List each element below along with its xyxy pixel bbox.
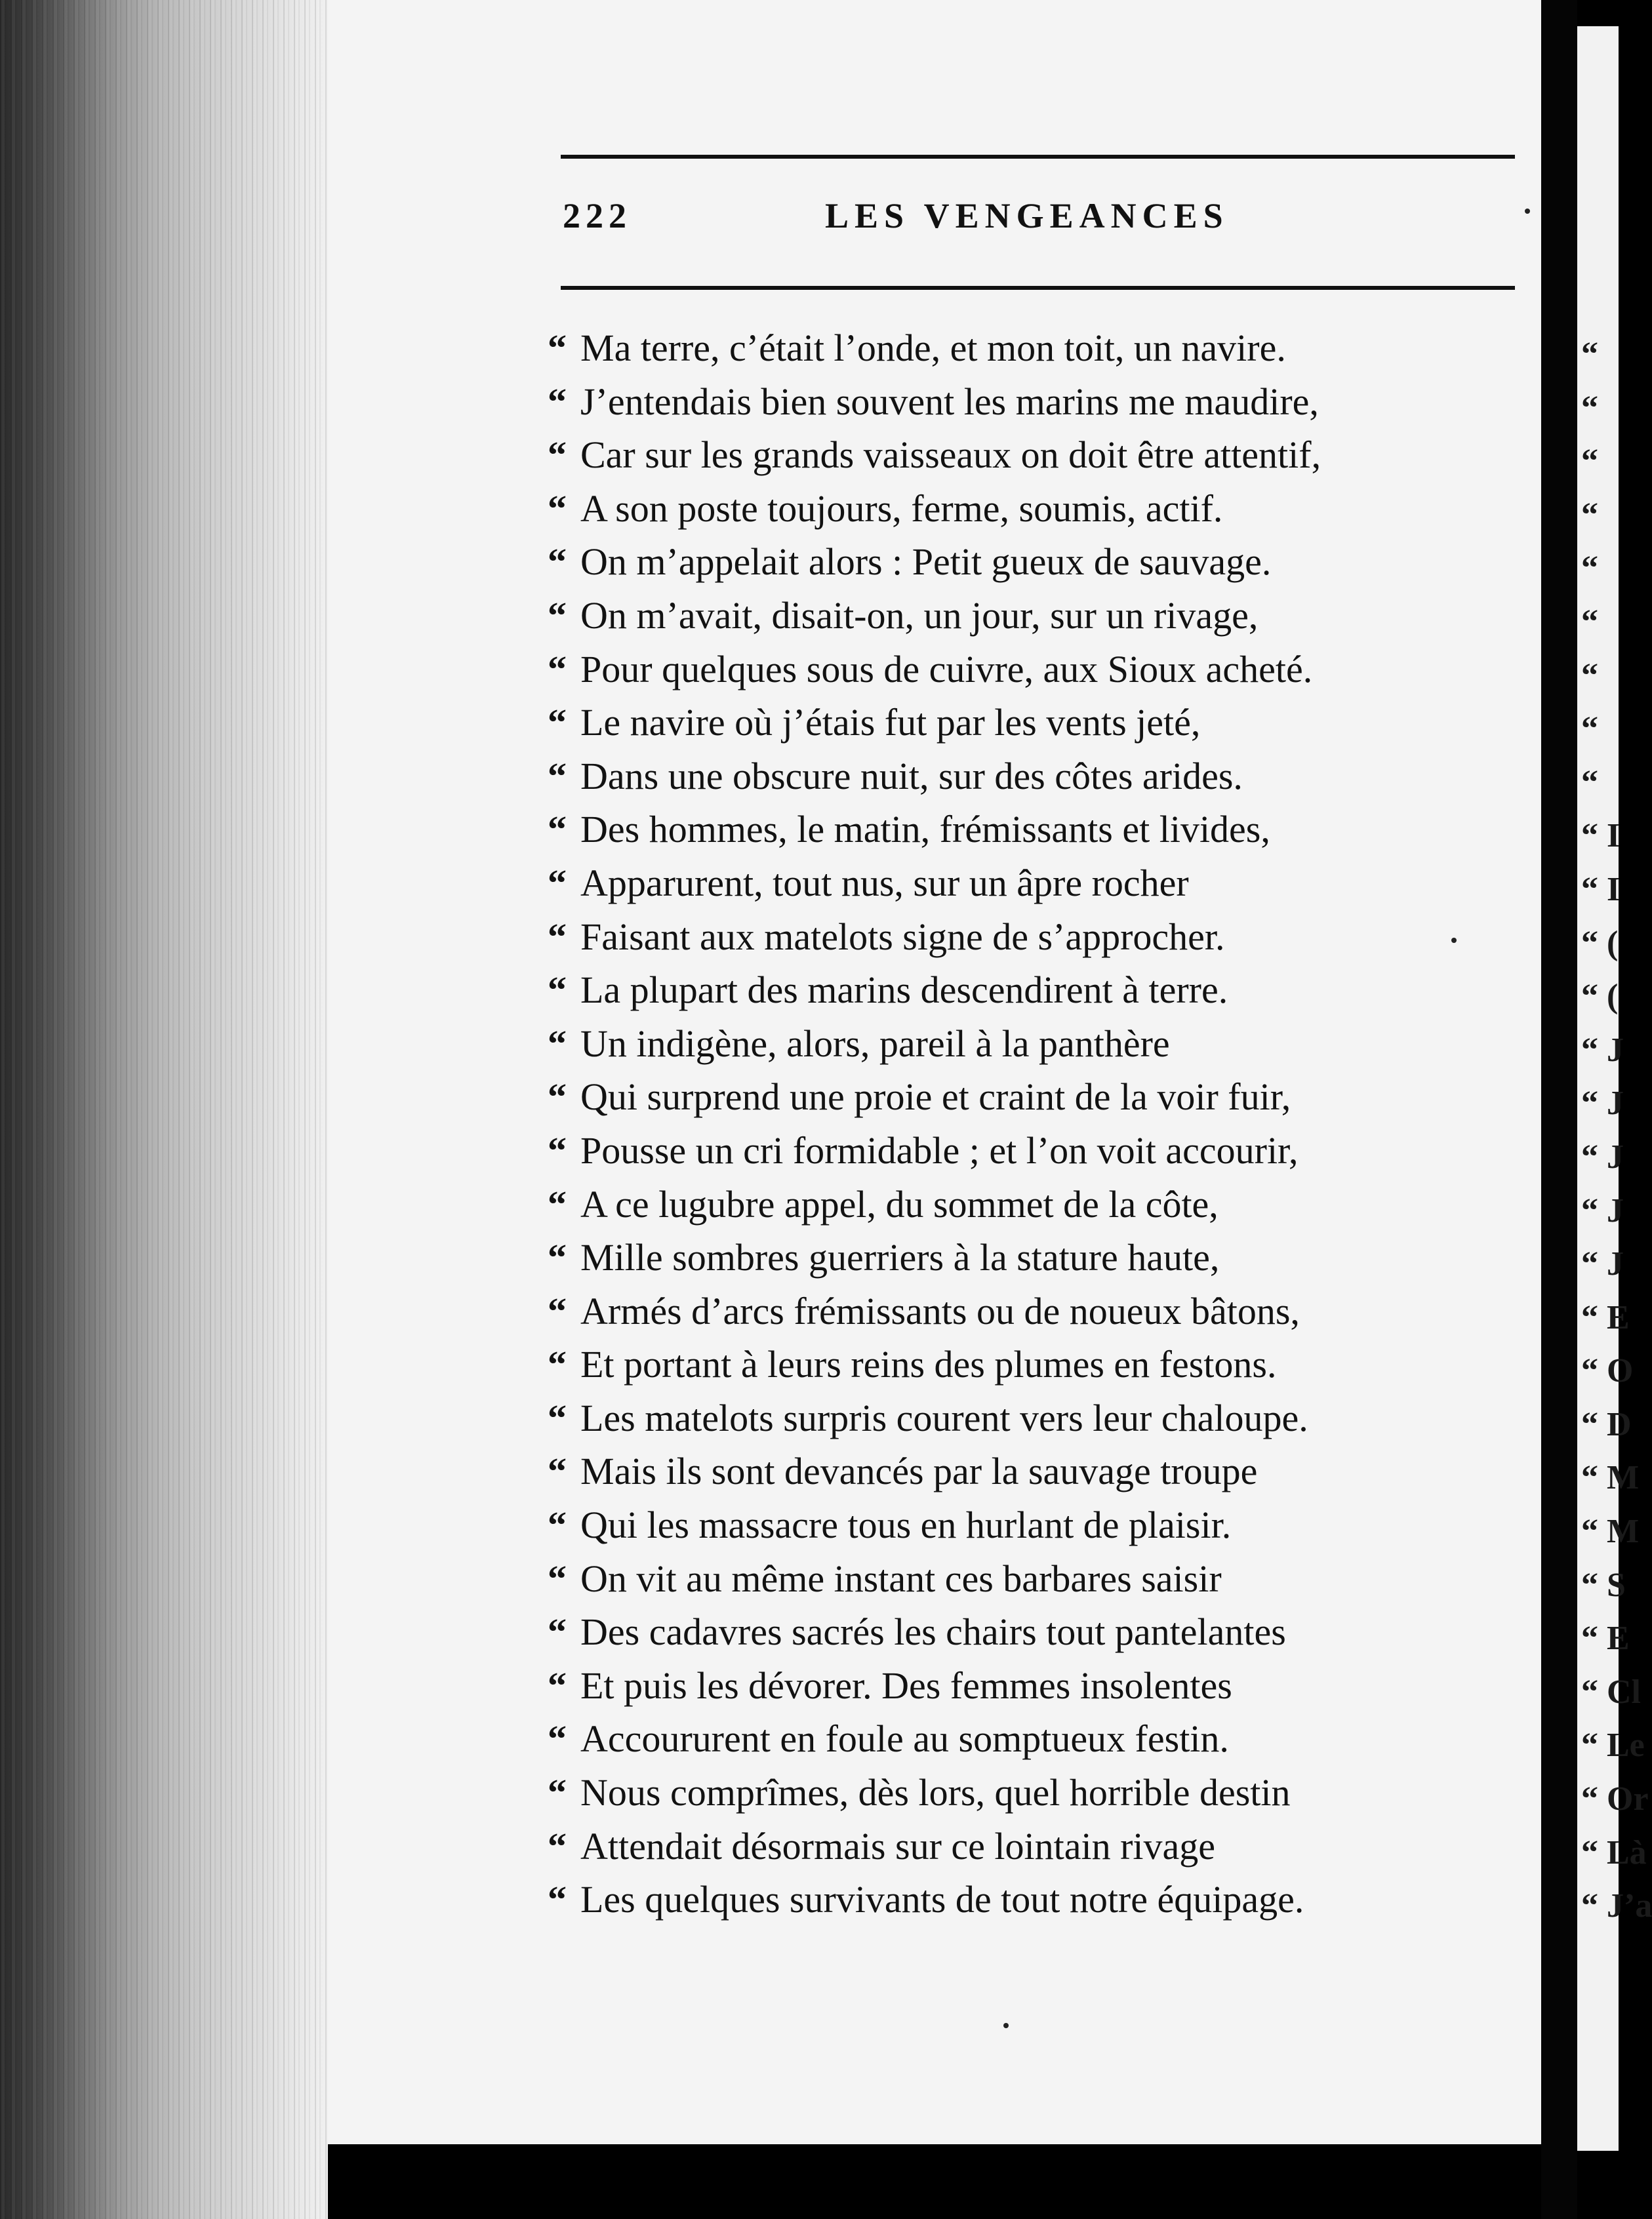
poem-line-text: Qui les massacre tous en hurlant de plaisir. [580, 1504, 1232, 1547]
poem-line [548, 375, 1492, 429]
poem-line-text: Un indigène, alors, pareil à la panthère [580, 1022, 1170, 1065]
poem-line [548, 1124, 1492, 1178]
facing-line-start: “ [1581, 603, 1598, 641]
facing-line-start: “ [1581, 656, 1598, 694]
poem-line-text: Le navire où j’étais fut par les vents jeté, [580, 701, 1201, 744]
facing-line-start: “ D [1581, 1405, 1632, 1443]
poem-line-text: Nous comprîmes, dès lors, quel horrible destin [580, 1771, 1291, 1814]
poem-line-text: Car sur les grands vaisseaux on doit être attentif, [580, 433, 1321, 477]
poem-line-text: J’entendais bien souvent les marins me maudire, [580, 380, 1319, 423]
facing-line-start: “ J [1581, 1031, 1624, 1069]
poem-line-text: Mais ils sont devancés par la sauvage troupe [580, 1450, 1258, 1493]
facing-line-start: “ [1581, 389, 1598, 427]
poem-line-text: Mille sombres guerriers à la stature haute, [580, 1236, 1220, 1279]
poem-line-text: Des cadavres sacrés les chairs tout pantelantes [580, 1610, 1286, 1654]
poem-line [548, 535, 1492, 589]
facing-line-start: “ I [1581, 817, 1621, 855]
poem-line-text: Qui surprend une proie et craint de la voir fuir, [580, 1075, 1291, 1119]
poem-line [548, 1605, 1492, 1659]
poem-line [548, 1820, 1492, 1873]
opening-quote-mark: “ [548, 1075, 567, 1119]
opening-quote-mark: “ [548, 1182, 567, 1226]
poem-line [548, 589, 1492, 643]
poem-line [548, 1552, 1492, 1606]
poem-line [548, 321, 1492, 375]
facing-line-start: “ [1581, 443, 1598, 481]
poem-line-text: Apparurent, tout nus, sur un âpre rocher [580, 861, 1189, 904]
poem-line-text: Ma terre, c’était l’onde, et mon toit, un navire. [580, 327, 1286, 369]
poem-line [548, 1070, 1492, 1124]
facing-line-start: “ M [1581, 1459, 1640, 1497]
speck [1003, 2023, 1009, 2028]
opening-quote-mark: “ [548, 487, 567, 530]
opening-quote-mark: “ [548, 1717, 567, 1761]
poem-line [548, 482, 1492, 536]
poem-line [548, 1178, 1492, 1231]
opening-quote-mark: “ [548, 1557, 567, 1600]
facing-line-start: “ J [1581, 1085, 1624, 1123]
header-bottom-rule [561, 286, 1515, 290]
facing-line-start: “ [1581, 763, 1598, 801]
facing-line-start: “ O [1581, 1352, 1634, 1390]
facing-line-start: “ J’a [1581, 1887, 1652, 1925]
facing-page-edge [1577, 26, 1652, 2151]
facing-line-start: “ Cl [1581, 1673, 1641, 1711]
poem-line [548, 910, 1492, 964]
poem-line-text: Pour quelques sous de cuivre, aux Sioux acheté. [580, 647, 1313, 690]
poem-line [548, 750, 1492, 803]
opening-quote-mark: “ [548, 433, 567, 477]
speck [1525, 209, 1530, 214]
page-number: 222 [563, 196, 632, 235]
poem-line-text: Dans une obscure nuit, sur des côtes arides. [580, 754, 1243, 797]
poem-line [548, 1659, 1492, 1713]
facing-line-start: “ Là [1581, 1833, 1647, 1871]
facing-line-start: “ ( [1581, 924, 1619, 962]
poem-line [548, 1445, 1492, 1498]
opening-quote-mark: “ [548, 808, 567, 851]
opening-quote-mark: “ [548, 1343, 567, 1386]
facing-line-start: “ S [1581, 1566, 1626, 1604]
opening-quote-mark: “ [548, 1824, 567, 1868]
facing-line-start: “ ( [1581, 978, 1619, 1016]
poem-line-text: Faisant aux matelots signe de s’approcher. [580, 915, 1225, 958]
opening-quote-mark: “ [548, 754, 567, 797]
opening-quote-mark: “ [548, 1771, 567, 1814]
book-gutter [1541, 0, 1577, 2219]
poem-text [548, 321, 1492, 1927]
poem-line [548, 856, 1492, 910]
poem-line-text: On m’appelait alors : Petit gueux de sauvage. [580, 540, 1272, 584]
opening-quote-mark: “ [548, 1129, 567, 1172]
poem-line [548, 1766, 1492, 1820]
poem-line-text: On vit au même instant ces barbares saisir [580, 1557, 1222, 1600]
poem-line [548, 963, 1492, 1017]
poem-line-text: Attendait désormais sur ce lointain rivage [580, 1824, 1215, 1868]
poem-line-text: Accoururent en foule au somptueux festin. [580, 1717, 1229, 1761]
poem-line-text: Et portant à leurs reins des plumes en festons. [580, 1343, 1277, 1386]
poem-line-text: Les matelots surpris courent vers leur chaloupe. [580, 1396, 1308, 1439]
poem-line-text: La plupart des marins descendirent à terre. [580, 969, 1228, 1012]
opening-quote-mark: “ [548, 1022, 567, 1065]
poem-line [548, 1873, 1492, 1927]
poem-line [548, 1231, 1492, 1285]
opening-quote-mark: “ [548, 1450, 567, 1493]
facing-line-start: “ I [1581, 870, 1621, 908]
opening-quote-mark: “ [548, 1236, 567, 1279]
poem-line-text: Et puis les dévorer. Des femmes insolentes [580, 1664, 1232, 1707]
facing-line-start: “ Or [1581, 1780, 1649, 1818]
opening-quote-mark: “ [548, 969, 567, 1012]
facing-line-start: “ M [1581, 1513, 1640, 1551]
opening-quote-mark: “ [548, 593, 567, 637]
header-top-rule [561, 155, 1515, 159]
book-page-edges [0, 0, 328, 2219]
facing-line-start: “ J [1581, 1245, 1624, 1283]
facing-line-start: “ J [1581, 1138, 1624, 1176]
opening-quote-mark: “ [548, 540, 567, 584]
opening-quote-mark: “ [548, 1504, 567, 1547]
poem-line-text: A ce lugubre appel, du sommet de la côte, [580, 1182, 1219, 1226]
opening-quote-mark: “ [548, 380, 567, 423]
poem-line [548, 428, 1492, 482]
opening-quote-mark: “ [548, 1878, 567, 1921]
facing-line-start: “ E [1581, 1620, 1630, 1658]
opening-quote-mark: “ [548, 915, 567, 958]
poem-line [548, 1285, 1492, 1338]
facing-line-start: “ [1581, 336, 1598, 373]
poem-line-text: Armés d’arcs frémissants ou de noueux bâtons, [580, 1289, 1300, 1332]
running-title: LES VENGEANCES [825, 196, 1229, 235]
poem-line-text: On m’avait, disait-on, un jour, sur un rivage, [580, 593, 1259, 637]
facing-line-start: “ [1581, 550, 1598, 588]
poem-line-text: Les quelques survivants de tout notre équipage. [580, 1878, 1304, 1921]
poem-line-text: Pousse un cri formidable ; et l’on voit accourir, [580, 1129, 1299, 1172]
facing-page-line-starts [1581, 328, 1652, 1933]
poem-line [548, 1338, 1492, 1391]
poem-line [548, 1391, 1492, 1445]
facing-line-start: “ J [1581, 1191, 1624, 1229]
poem-line [548, 1712, 1492, 1766]
opening-quote-mark: “ [548, 327, 567, 369]
opening-quote-mark: “ [548, 701, 567, 744]
opening-quote-mark: “ [548, 1610, 567, 1654]
facing-line-start: “ [1581, 496, 1598, 534]
opening-quote-mark: “ [548, 1664, 567, 1707]
poem-line [548, 803, 1492, 856]
facing-line-start: “ Le [1581, 1727, 1645, 1765]
opening-quote-mark: “ [548, 1396, 567, 1439]
speck [1451, 938, 1457, 943]
poem-line [548, 643, 1492, 696]
poem-line-text: Des hommes, le matin, frémissants et livides, [580, 808, 1270, 851]
opening-quote-mark: “ [548, 647, 567, 690]
poem-line [548, 1017, 1492, 1071]
poem-line [548, 696, 1492, 750]
facing-line-start: “ [1581, 710, 1598, 748]
poem-line [548, 1498, 1492, 1552]
opening-quote-mark: “ [548, 861, 567, 904]
poem-line-text: A son poste toujours, ferme, soumis, actif. [580, 487, 1223, 530]
facing-line-start: “ E [1581, 1298, 1630, 1336]
opening-quote-mark: “ [548, 1289, 567, 1332]
